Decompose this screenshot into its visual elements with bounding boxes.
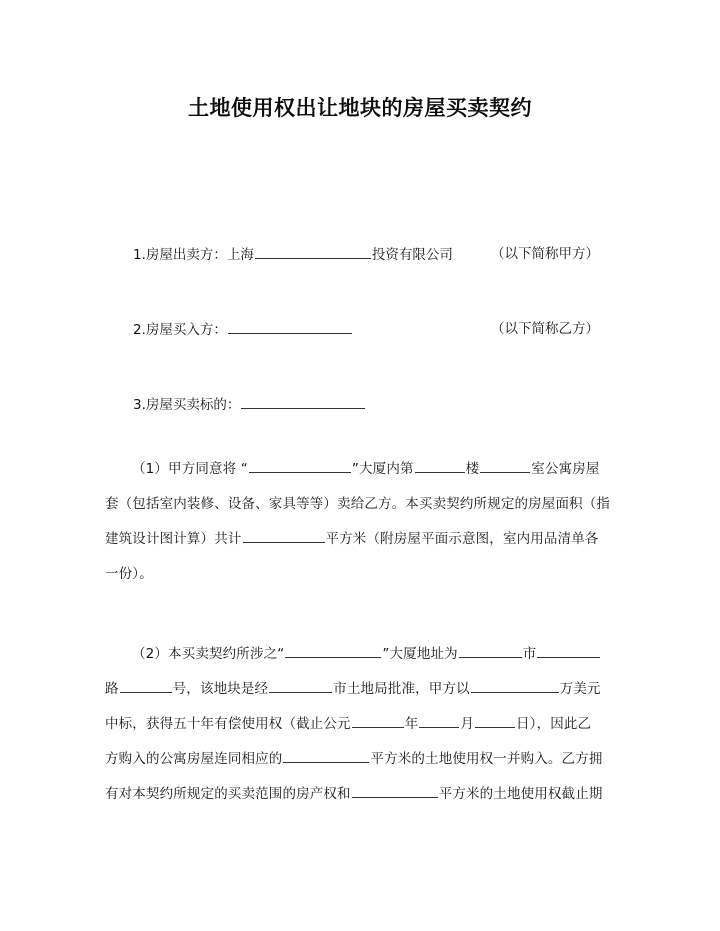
clause-1-marker: （1） bbox=[132, 461, 169, 477]
clause-1-l3-s1: 建筑设计图计算）共计 bbox=[105, 531, 242, 547]
room-number-blank[interactable] bbox=[480, 457, 530, 473]
clause-2-l3-s3: 月 bbox=[460, 716, 475, 732]
party-buyer-name-blank[interactable] bbox=[228, 318, 352, 334]
clause-2-l2-s1: 路 bbox=[105, 681, 119, 697]
party-list bbox=[133, 243, 620, 468]
clause-2-l2-s4: 万美元 bbox=[559, 681, 601, 697]
expiry-month-blank[interactable] bbox=[419, 712, 459, 728]
building-name-blank-2[interactable] bbox=[285, 642, 381, 658]
party-subject-number: 3. bbox=[133, 397, 146, 413]
clause-1 bbox=[105, 457, 616, 597]
clause-2-l4-s2: 平方米的土地使用权一并购入。乙方拥 bbox=[370, 751, 603, 767]
expiry-year-blank[interactable] bbox=[352, 712, 404, 728]
party-subject-text bbox=[133, 393, 366, 416]
clause-1-l1-s2: ”大厦内第 bbox=[351, 461, 414, 477]
clause-1-line-2 bbox=[105, 492, 616, 527]
clause-2-l1-s3: 市 bbox=[522, 646, 537, 662]
clause-2-l2-s2: 号，该地块是经 bbox=[172, 681, 269, 697]
city-blank[interactable] bbox=[459, 642, 522, 658]
clause-1-l3-s2: 平方米（附房屋平面示意图，室内用品清单各 bbox=[325, 531, 599, 547]
clause-1-l2-s1: 套（包括室内装修、设备、家具等等）卖给乙方。本买卖契约所规定的房屋面积（指 bbox=[105, 496, 611, 512]
party-subject-blank[interactable] bbox=[241, 393, 365, 409]
party-seller-suffix: 投资有限公司 bbox=[371, 247, 453, 263]
clause-2-l1-s2: ”大厦地址为 bbox=[382, 646, 458, 662]
clause-2-line-5 bbox=[105, 782, 616, 817]
party-seller-label: 房屋出卖方：上海 bbox=[145, 247, 254, 263]
land-bureau-city-blank[interactable] bbox=[269, 677, 332, 693]
building-name-blank[interactable] bbox=[249, 457, 351, 473]
clause-1-line-1 bbox=[105, 457, 616, 492]
party-seller-text bbox=[133, 243, 453, 266]
clause-1-l1-s3: 楼 bbox=[465, 461, 480, 477]
clause-2-line-2 bbox=[105, 677, 616, 712]
floor-number-blank[interactable] bbox=[415, 457, 465, 473]
clause-2-line-4 bbox=[105, 747, 616, 782]
clause-2-l5-s1: 有对本契约所规定的买卖范围的房产权和 bbox=[105, 786, 351, 802]
party-row-buyer bbox=[133, 318, 620, 393]
clause-2-l2-s3: 市土地局批准，甲方以 bbox=[333, 681, 470, 697]
clause-1-l4-s1: 一份）。 bbox=[105, 566, 153, 582]
party-subject-label: 房屋买卖标的： bbox=[145, 397, 241, 413]
clause-1-line-3 bbox=[105, 527, 616, 562]
clause-2-l3-s1: 中标，获得五十年有偿使用权（截止公元 bbox=[105, 716, 351, 732]
clause-2-marker: （2） bbox=[132, 646, 169, 662]
party-buyer-text bbox=[133, 318, 353, 341]
clause-2 bbox=[105, 642, 616, 817]
clause-1-l1-s1: 甲方同意将 “ bbox=[168, 461, 248, 477]
party-buyer-number: 2. bbox=[133, 322, 146, 338]
clause-1-line-4 bbox=[105, 562, 616, 597]
land-area-blank[interactable] bbox=[283, 747, 369, 763]
party-row-seller bbox=[133, 243, 620, 318]
clause-2-l1-s1: 本买卖契约所涉之“ bbox=[168, 646, 285, 662]
clause-1-l1-s4: 室公寓房屋 bbox=[531, 461, 600, 477]
clause-2-line-3 bbox=[105, 712, 616, 747]
expiry-day-blank[interactable] bbox=[475, 712, 515, 728]
clause-2-l5-s2: 平方米的土地使用权截止期 bbox=[438, 786, 603, 802]
bid-amount-blank[interactable] bbox=[471, 677, 559, 693]
land-area-blank-2[interactable] bbox=[352, 782, 438, 798]
house-area-blank[interactable] bbox=[243, 527, 325, 543]
party-buyer-alias: （以下简称乙方） bbox=[491, 321, 599, 337]
street-number-blank[interactable] bbox=[120, 677, 172, 693]
party-buyer-label: 房屋买入方： bbox=[145, 322, 227, 338]
page-title: 土地使用权出让地块的房屋买卖契约 bbox=[188, 96, 532, 121]
party-seller-name-blank[interactable] bbox=[255, 243, 371, 259]
party-seller-alias: （以下简称甲方） bbox=[491, 246, 599, 262]
clause-2-l3-s2: 年 bbox=[404, 716, 419, 732]
street-blank[interactable] bbox=[537, 642, 600, 658]
clause-2-line-1 bbox=[105, 642, 616, 677]
clause-2-l4-s1: 方购入的公寓房屋连同相应的 bbox=[105, 751, 283, 767]
clause-2-l3-s4: 日），因此乙 bbox=[516, 716, 592, 732]
party-seller-number: 1. bbox=[133, 247, 146, 263]
